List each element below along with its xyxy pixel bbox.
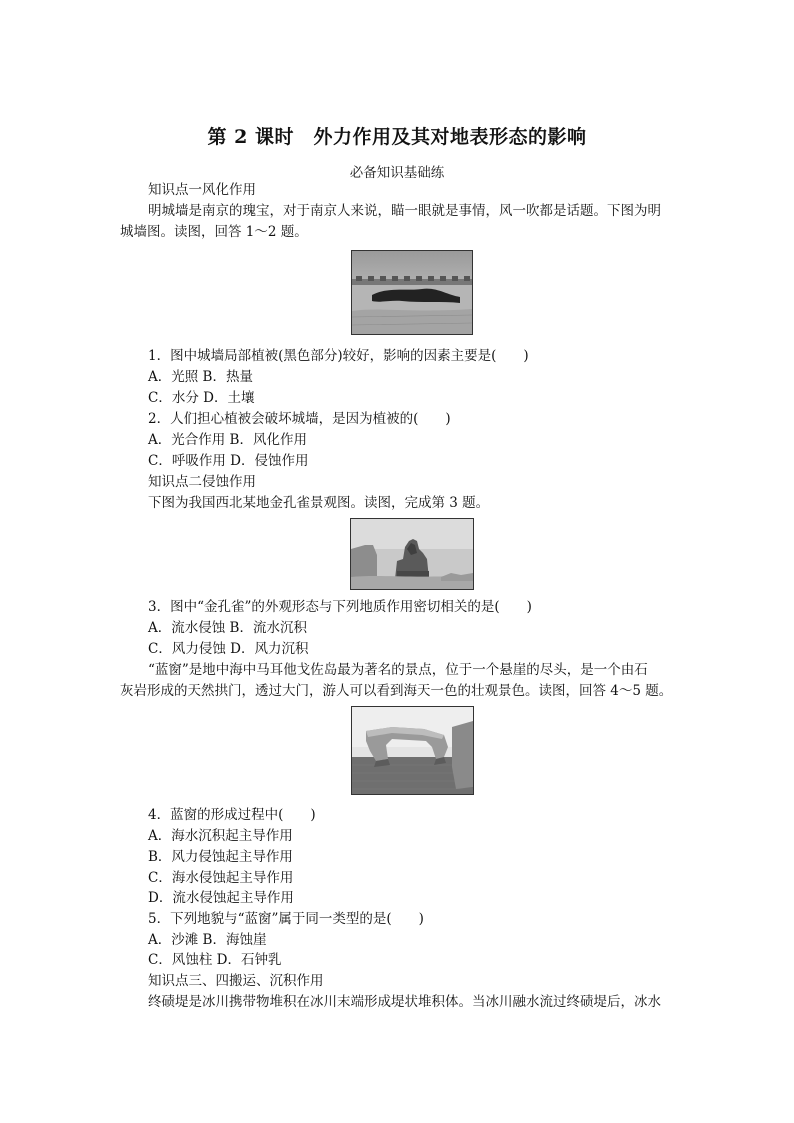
question-5-options-cd: C．风蚀柱 D．石钟乳 bbox=[148, 952, 282, 968]
passage-line: 下图为我国西北某地金孔雀景观图。读图，完成第 3 题。 bbox=[148, 495, 490, 511]
passage-line: 终碛堤是冰川携带物堆积在冰川末端形成堤状堆积体。当冰川融水流过终碛堤后，冰水 bbox=[148, 994, 661, 1010]
question-4-option-b: B．风力侵蚀起主导作用 bbox=[148, 849, 293, 865]
question-5: 5．下列地貌与“蓝窗”属于同一类型的是( ) bbox=[148, 911, 424, 927]
passage-line: 城墙图。读图，回答 1～2 题。 bbox=[120, 224, 308, 240]
question-4-option-c: C．海水侵蚀起主导作用 bbox=[148, 870, 294, 886]
city-wall-photo bbox=[351, 250, 473, 335]
question-1-options-ab: A．光照 B．热量 bbox=[148, 369, 253, 385]
passage-line: “蓝窗”是地中海中马耳他戈佐岛最为著名的景点，位于一个悬崖的尽头，是一个由石 bbox=[148, 662, 648, 678]
question-2-options-cd: C．呼吸作用 D．侵蚀作用 bbox=[148, 453, 309, 469]
question-4: 4．蓝窗的形成过程中( ) bbox=[148, 807, 316, 823]
question-2-options-ab: A．光合作用 B．风化作用 bbox=[148, 432, 307, 448]
passage-line: 明城墙是南京的瑰宝，对于南京人来说，瞄一眼就是事情，风一吹都是话题。下图为明 bbox=[148, 203, 661, 219]
azure-window-photo bbox=[351, 706, 474, 795]
question-3: 3．图中“金孔雀”的外观形态与下列地质作用密切相关的是( ) bbox=[148, 599, 532, 615]
question-1-options-cd: C．水分 D．土壤 bbox=[148, 390, 255, 406]
lesson-title: 第 2 课时 外力作用及其对地表形态的影响 bbox=[207, 126, 587, 148]
knowledge-point-1-heading: 知识点一风化作用 bbox=[148, 182, 256, 198]
knowledge-point-3-heading: 知识点三、四搬运、沉积作用 bbox=[148, 973, 324, 989]
knowledge-point-2-heading: 知识点二侵蚀作用 bbox=[148, 474, 256, 490]
question-3-options-ab: A．流水侵蚀 B．流水沉积 bbox=[148, 620, 307, 636]
question-2: 2．人们担心植被会破坏城墙，是因为植被的( ) bbox=[148, 411, 451, 427]
question-4-option-d: D．流水侵蚀起主导作用 bbox=[148, 890, 294, 906]
question-5-options-ab: A．沙滩 B．海蚀崖 bbox=[148, 932, 267, 948]
golden-peacock-photo bbox=[350, 518, 474, 590]
question-3-options-cd: C．风力侵蚀 D．风力沉积 bbox=[148, 641, 309, 657]
question-1: 1．图中城墙局部植被(黑色部分)较好，影响的因素主要是( ) bbox=[148, 348, 529, 364]
section-subtitle: 必备知识基础练 bbox=[349, 165, 445, 181]
question-4-option-a: A．海水沉积起主导作用 bbox=[148, 828, 293, 844]
passage-line: 灰岩形成的天然拱门，透过大门，游人可以看到海天一色的壮观景色。读图，回答 4～5 题。 bbox=[120, 683, 673, 699]
